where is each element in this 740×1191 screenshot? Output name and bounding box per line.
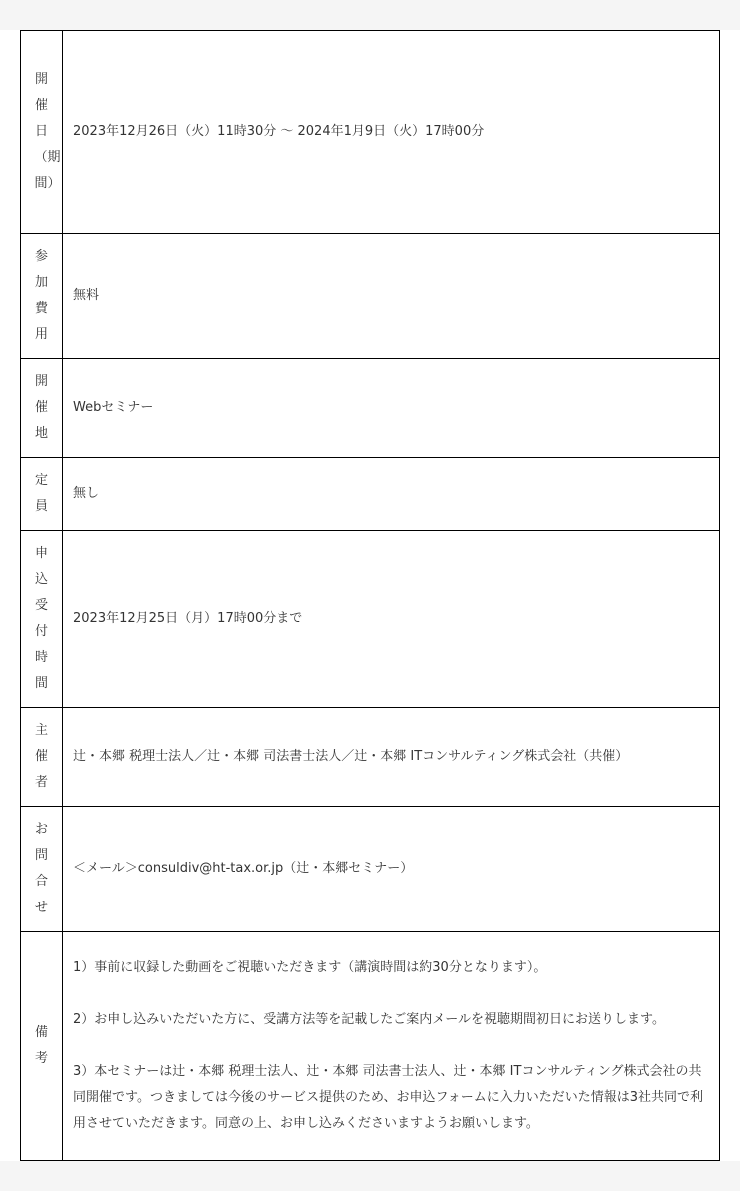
table-row-notes bbox=[21, 932, 720, 1161]
row-label-date: 開催日（期間） bbox=[21, 31, 63, 234]
row-label-fee: 参加費用 bbox=[21, 234, 63, 359]
row-value-contact: ＜メール＞consuldiv@ht-tax.or.jp（辻・本郷セミナー） bbox=[63, 807, 720, 932]
table-row-date bbox=[21, 31, 720, 234]
row-value-deadline: 2023年12月25日（月）17時00分まで bbox=[63, 531, 720, 708]
row-value-organizer: 辻・本郷 税理士法人／辻・本郷 司法書士法人／辻・本郷 ITコンサルティング株式会社（共催） bbox=[63, 708, 720, 807]
table-row-fee bbox=[21, 234, 720, 359]
table-row-capacity bbox=[21, 458, 720, 531]
table-row-venue bbox=[21, 359, 720, 458]
row-label-notes: 備考 bbox=[21, 932, 63, 1161]
row-label-capacity: 定員 bbox=[21, 458, 63, 531]
table-row-organizer bbox=[21, 708, 720, 807]
page-content bbox=[0, 30, 740, 1161]
note-item-2: 2）お申し込みいただいた方に、受講方法等を記載したご案内メールを視聴期間初日にお送りします。 bbox=[73, 1012, 665, 1027]
row-label-deadline: 申込受付時間 bbox=[21, 531, 63, 708]
row-label-venue: 開催地 bbox=[21, 359, 63, 458]
seminar-info-table bbox=[20, 30, 720, 1161]
row-value-fee: 無料 bbox=[63, 234, 720, 359]
row-label-contact: お問合せ bbox=[21, 807, 63, 932]
table-row-contact bbox=[21, 807, 720, 932]
note-item-1: 1）事前に収録した動画をご視聴いただきます（講演時間は約30分となります）。 bbox=[73, 960, 547, 975]
note-item-3: 3）本セミナーは辻・本郷 税理士法人、辻・本郷 司法書士法人、辻・本郷 ITコンサルティング株式会社の共同開催です。つきましては今後のサービス提供のため、お申込フォームに入力いただいた情報は3社共同で利用させていただきます。同意の上、お申し込みくださいますようお願いします。 bbox=[73, 1064, 704, 1131]
table-row-deadline bbox=[21, 531, 720, 708]
row-value-capacity: 無し bbox=[63, 458, 720, 531]
row-value-notes bbox=[63, 932, 720, 1161]
row-value-date: 2023年12月26日（火）11時30分 〜 2024年1月9日（火）17時00分 bbox=[63, 31, 720, 234]
row-label-organizer: 主催者 bbox=[21, 708, 63, 807]
row-value-venue: Webセミナー bbox=[63, 359, 720, 458]
